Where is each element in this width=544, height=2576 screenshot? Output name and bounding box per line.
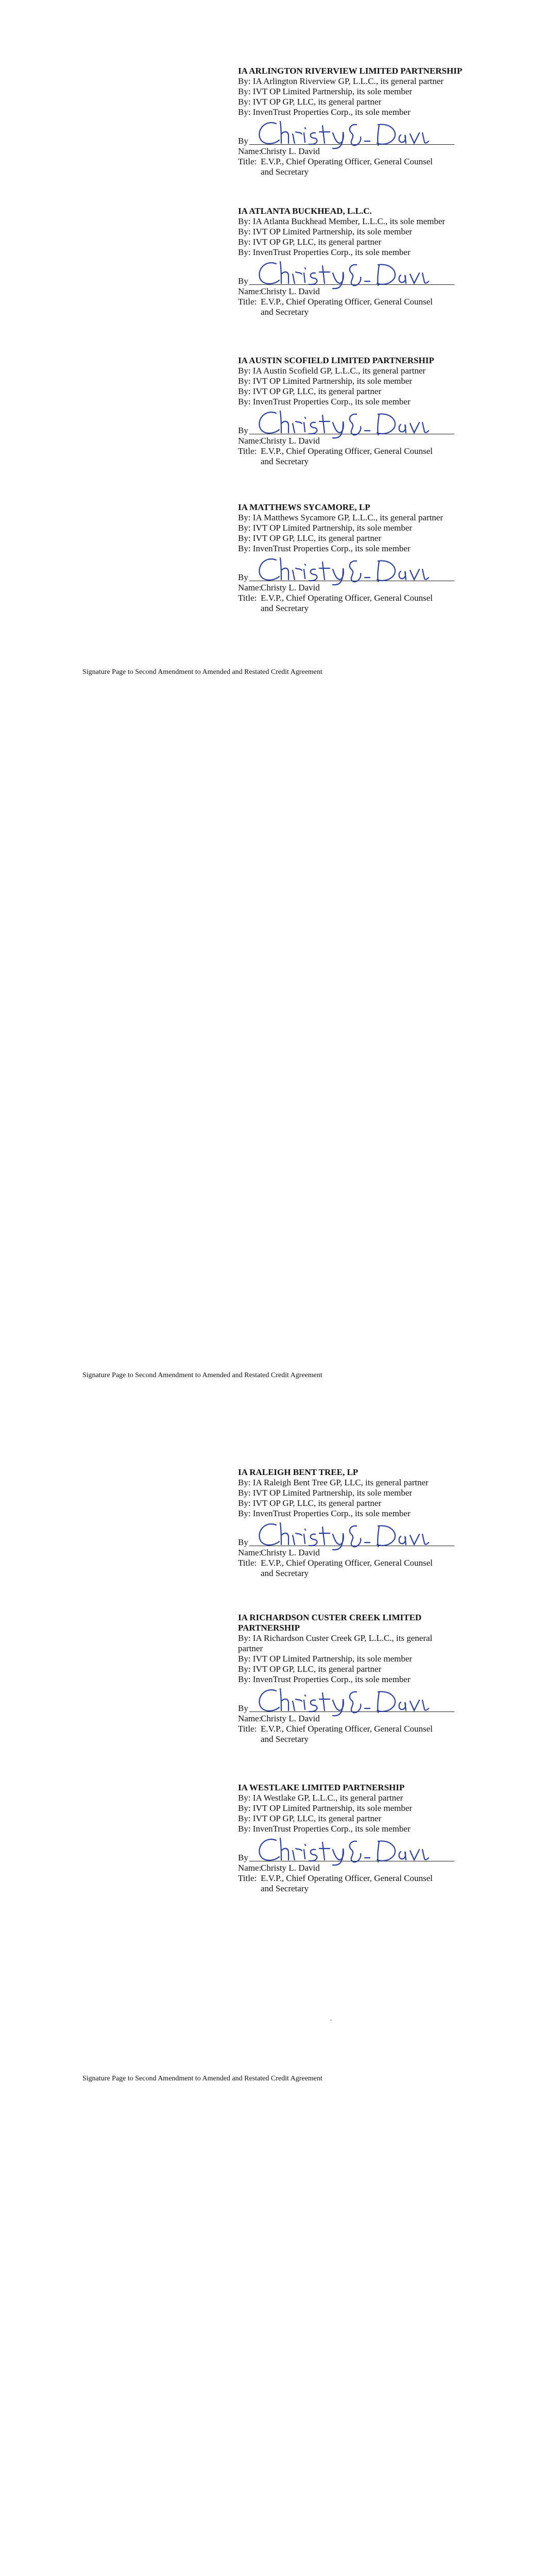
page-1	[0, 0, 544, 703]
signatory-title	[261, 297, 485, 317]
signatory-name: Christy L. David	[261, 1863, 320, 1873]
page-footer: Signature Page to Second Amendment to Amended and Restated Credit Agreement	[82, 668, 322, 676]
authority-line: By: IVT OP GP, LLC, its general partner	[238, 1664, 382, 1674]
authority-line: By: InvenTrust Properties Corp., its sole member	[238, 247, 411, 257]
authority-line: By: IVT OP GP, LLC, its general partner	[238, 1814, 382, 1823]
title-label: Title:	[238, 157, 257, 166]
title-row	[238, 297, 485, 317]
page-footer: Signature Page to Second Amendment to Amended and Restated Credit Agreement	[82, 1371, 322, 1379]
by-label: By	[238, 1537, 248, 1547]
entity-name: IA WESTLAKE LIMITED PARTNERSHIP	[238, 1783, 405, 1792]
authority-line: By: IA Matthews Sycamore GP, L.L.C., its general partner	[238, 513, 444, 522]
authority-line: By: InvenTrust Properties Corp., its sole member	[238, 107, 411, 117]
title-line-2: and Secretary	[261, 1568, 309, 1578]
title-line-2: and Secretary	[261, 603, 309, 613]
entity-name: IA ATLANTA BUCKHEAD, L.L.C.	[238, 206, 372, 216]
by-label: By	[238, 1703, 248, 1713]
authority-line: By: IVT OP Limited Partnership, its sole member	[238, 1803, 413, 1813]
entity-name: IA RICHARDSON CUSTER CREEK LIMITED	[238, 1613, 422, 1622]
title-line-2: and Secretary	[261, 307, 309, 317]
signatory-name: Christy L. David	[261, 436, 320, 446]
signatory-name: Christy L. David	[261, 286, 320, 296]
signatory-title	[261, 446, 485, 467]
title-row	[238, 446, 485, 467]
page-3	[0, 1406, 544, 2110]
title-line-1: E.V.P., Chief Operating Officer, General Counsel	[261, 1873, 433, 1883]
authority-line: partner	[238, 1643, 263, 1653]
title-line-1: E.V.P., Chief Operating Officer, General Counsel	[261, 446, 433, 456]
name-label: Name:	[238, 1548, 262, 1557]
authority-line: By: IVT OP GP, LLC, its general partner	[238, 533, 382, 543]
name-label: Name:	[238, 286, 262, 296]
page-4	[0, 2110, 544, 2576]
authority-line: By: IVT OP Limited Partnership, its sole member	[238, 87, 413, 96]
by-label: By	[238, 136, 248, 146]
title-line-1: E.V.P., Chief Operating Officer, General Counsel	[261, 1724, 433, 1734]
authority-line: By: IA Arlington Riverview GP, L.L.C., its general partner	[238, 76, 444, 86]
title-label: Title:	[238, 1724, 257, 1734]
title-row	[238, 593, 485, 614]
signatory-name: Christy L. David	[261, 1714, 320, 1723]
by-label: By	[238, 276, 248, 286]
title-line-1: E.V.P., Chief Operating Officer, General Counsel	[261, 593, 433, 603]
title-line-2: and Secretary	[261, 1734, 309, 1744]
entity-name: PARTNERSHIP	[238, 1623, 300, 1633]
title-label: Title:	[238, 446, 257, 456]
name-label: Name:	[238, 146, 262, 156]
signatory-title	[261, 157, 485, 177]
title-label: Title:	[238, 593, 257, 603]
title-line-2: and Secretary	[261, 1884, 309, 1893]
signatory-name: Christy L. David	[261, 583, 320, 592]
signature-block	[238, 355, 485, 467]
authority-line: By: IVT OP GP, LLC, its general partner	[238, 97, 382, 107]
authority-line: By: IA Austin Scofield GP, L.L.C., its general partner	[238, 366, 426, 376]
authority-line: By: IA Richardson Custer Creek GP, L.L.C., its general	[238, 1633, 433, 1643]
signatory-name: Christy L. David	[261, 1548, 320, 1557]
handwritten-signature	[256, 116, 441, 149]
page-footer: Signature Page to Second Amendment to Amended and Restated Credit Agreement	[82, 2075, 322, 2082]
authority-line: By: InvenTrust Properties Corp., its sole member	[238, 397, 411, 406]
signature-line	[238, 259, 485, 286]
name-label: Name:	[238, 1714, 262, 1723]
title-label: Title:	[238, 297, 257, 307]
authority-line: By: IA Atlanta Buckhead Member, L.L.C., its sole member	[238, 216, 446, 226]
by-label: By	[238, 1853, 248, 1862]
title-label: Title:	[238, 1558, 257, 1568]
authority-line: By: InvenTrust Properties Corp., its sole member	[238, 1824, 411, 1834]
name-label: Name:	[238, 1863, 262, 1873]
authority-line: By: InvenTrust Properties Corp., its sole member	[238, 1509, 411, 1518]
signature-block	[238, 206, 485, 317]
title-line-1: E.V.P., Chief Operating Officer, General Counsel	[261, 157, 433, 166]
by-label: By	[238, 426, 248, 435]
signature-line	[238, 408, 485, 436]
name-label: Name:	[238, 583, 262, 592]
title-line-2: and Secretary	[261, 456, 309, 466]
entity-name: IA RALEIGH BENT TREE, LP	[238, 1467, 359, 1477]
handwritten-signature	[256, 406, 441, 439]
page-2	[0, 703, 544, 1893]
entity-name: IA AUSTIN SCOFIELD LIMITED PARTNERSHIP	[238, 355, 434, 365]
signature-line	[238, 118, 485, 146]
signatory-title	[261, 593, 485, 614]
title-row	[238, 157, 485, 177]
title-label: Title:	[238, 1873, 257, 1883]
title-line-1: E.V.P., Chief Operating Officer, General Counsel	[261, 1558, 433, 1568]
entity-name: IA MATTHEWS SYCAMORE, LP	[238, 502, 370, 512]
authority-line: By: IVT OP GP, LLC, its general partner	[238, 386, 382, 396]
name-label: Name:	[238, 436, 262, 446]
signature-block	[238, 66, 485, 177]
handwritten-signature	[256, 553, 441, 586]
authority-line: By: IVT OP Limited Partnership, its sole member	[238, 1488, 413, 1498]
entity-name: IA ARLINGTON RIVERVIEW LIMITED PARTNERSHIP	[238, 66, 463, 76]
authority-line: By: InvenTrust Properties Corp., its sole member	[238, 1674, 411, 1684]
by-label: By	[238, 572, 248, 582]
signatory-name: Christy L. David	[261, 146, 320, 156]
scan-speck	[330, 2020, 332, 2021]
authority-line: By: IVT OP GP, LLC, its general partner	[238, 237, 382, 247]
signature-block	[238, 502, 485, 614]
authority-line: By: IVT OP Limited Partnership, its sole member	[238, 376, 413, 386]
authority-line: By: IVT OP Limited Partnership, its sole member	[238, 523, 413, 533]
authority-line: By: IA Westlake GP, L.L.C., its general partner	[238, 1793, 403, 1803]
authority-line: By: IVT OP Limited Partnership, its sole member	[238, 1654, 413, 1664]
signature-line	[238, 555, 485, 583]
title-line-1: E.V.P., Chief Operating Officer, General Counsel	[261, 297, 433, 307]
authority-line: By: IVT OP Limited Partnership, its sole member	[238, 227, 413, 236]
authority-line: By: InvenTrust Properties Corp., its sole member	[238, 544, 411, 553]
handwritten-signature	[256, 257, 441, 290]
authority-line: By: IVT OP GP, LLC, its general partner	[238, 1498, 382, 1508]
title-line-2: and Secretary	[261, 167, 309, 177]
authority-line: By: IA Raleigh Bent Tree GP, LLC, its general partner	[238, 1478, 429, 1487]
